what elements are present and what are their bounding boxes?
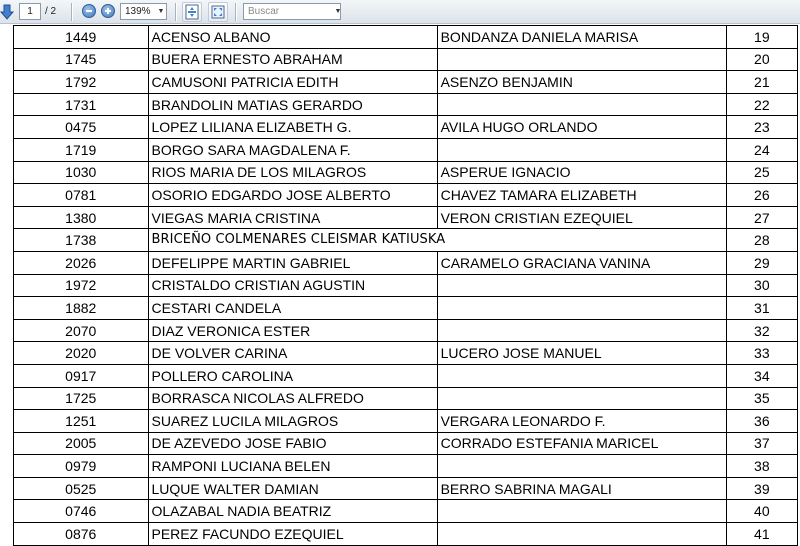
document-page <box>0 25 800 542</box>
cell-name: ACENSO ALBANO <box>148 26 437 49</box>
cell-name: LOPEZ LILIANA ELIZABETH G. <box>148 116 437 139</box>
page-number-input[interactable]: 1 <box>19 3 41 20</box>
cell-number: 2005 <box>14 432 149 455</box>
table-row <box>14 93 798 116</box>
table-row <box>14 387 798 410</box>
cell-name: VIEGAS MARIA CRISTINA <box>148 206 437 229</box>
cell-order: 33 <box>726 342 797 365</box>
cell-order: 26 <box>726 184 797 207</box>
cell-partner: ASENZO BENJAMIN <box>437 71 726 94</box>
cell-order: 24 <box>726 138 797 161</box>
table-row <box>14 455 798 478</box>
cell-partner: ASPERUE IGNACIO <box>437 161 726 184</box>
toolbar-separator <box>71 3 73 21</box>
cell-number: 0746 <box>14 500 149 523</box>
zoom-level-select[interactable]: 139% <box>120 3 167 20</box>
cell-name: RAMPONI LUCIANA BELEN <box>148 455 437 478</box>
cell-name: DE VOLVER CARINA <box>148 342 437 365</box>
cell-name: CAMUSONI PATRICIA EDITH <box>148 71 437 94</box>
cell-number: 2020 <box>14 342 149 365</box>
cell-order: 30 <box>726 274 797 297</box>
cell-partner: LUCERO JOSE MANUEL <box>437 342 726 365</box>
cell-partner <box>437 387 726 410</box>
cell-order: 32 <box>726 319 797 342</box>
cell-partner: BONDANZA DANIELA MARISA <box>437 26 726 49</box>
cell-order: 25 <box>726 161 797 184</box>
cell-number: 1719 <box>14 138 149 161</box>
table-row <box>14 500 798 523</box>
cell-partner <box>437 364 726 387</box>
cell-number: 0781 <box>14 184 149 207</box>
cell-order: 22 <box>726 93 797 116</box>
cell-order: 29 <box>726 251 797 274</box>
toolbar-separator <box>175 3 177 21</box>
cell-name: BRANDOLIN MATIAS GERARDO <box>148 93 437 116</box>
pdf-toolbar <box>0 0 800 24</box>
table-row <box>14 229 798 252</box>
cell-name: CESTARI CANDELA <box>148 297 437 320</box>
cell-partner <box>437 138 726 161</box>
cell-number: 2070 <box>14 319 149 342</box>
search-input[interactable]: Buscar <box>243 3 341 20</box>
table-row <box>14 251 798 274</box>
cell-number: 1731 <box>14 93 149 116</box>
cell-number: 1738 <box>14 229 149 252</box>
fit-page-button[interactable] <box>182 2 202 22</box>
cell-order: 27 <box>726 206 797 229</box>
cell-number: 1882 <box>14 297 149 320</box>
cell-partner <box>437 523 726 546</box>
table-row <box>14 364 798 387</box>
cell-order: 41 <box>726 523 797 546</box>
cell-order: 35 <box>726 387 797 410</box>
cell-number: 1725 <box>14 387 149 410</box>
table-row <box>14 342 798 365</box>
cell-number: 0876 <box>14 523 149 546</box>
table-row <box>14 206 798 229</box>
cell-partner <box>437 48 726 71</box>
page-total-label: / 2 <box>45 6 57 17</box>
cell-order: 39 <box>726 477 797 500</box>
cell-number: 0525 <box>14 477 149 500</box>
cell-name: SUAREZ LUCILA MILAGROS <box>148 410 437 433</box>
cell-number: 1251 <box>14 410 149 433</box>
cell-order: 36 <box>726 410 797 433</box>
cell-name: DEFELIPPE MARTIN GABRIEL <box>148 251 437 274</box>
cell-partner <box>437 500 726 523</box>
cell-order: 31 <box>726 297 797 320</box>
cell-name: BRICEÑO COLMENARES CLEISMAR KATIUSKA <box>148 229 726 252</box>
next-page-arrow-icon[interactable] <box>0 3 14 21</box>
table-row <box>14 432 798 455</box>
cell-number: 1449 <box>14 26 149 49</box>
table-row <box>14 297 798 320</box>
table-row <box>14 48 798 71</box>
cell-order: 40 <box>726 500 797 523</box>
cell-name: BORRASCA NICOLAS ALFREDO <box>148 387 437 410</box>
table-row <box>14 116 798 139</box>
cell-order: 20 <box>726 48 797 71</box>
cell-order: 21 <box>726 71 797 94</box>
cell-partner <box>437 297 726 320</box>
cell-partner: CARAMELO GRACIANA VANINA <box>437 251 726 274</box>
cell-order: 19 <box>726 26 797 49</box>
table-row <box>14 161 798 184</box>
cell-name: OSORIO EDGARDO JOSE ALBERTO <box>148 184 437 207</box>
cell-partner <box>437 319 726 342</box>
cell-name: BUERA ERNESTO ABRAHAM <box>148 48 437 71</box>
table-row <box>14 138 798 161</box>
cell-number: 1030 <box>14 161 149 184</box>
cell-order: 28 <box>726 229 797 252</box>
full-screen-button[interactable] <box>208 2 228 22</box>
registry-table <box>13 25 798 546</box>
cell-number: 1745 <box>14 48 149 71</box>
table-row <box>14 319 798 342</box>
cell-number: 0917 <box>14 364 149 387</box>
cell-order: 34 <box>726 364 797 387</box>
table-row <box>14 523 798 546</box>
cell-name: POLLERO CAROLINA <box>148 364 437 387</box>
cell-partner <box>437 455 726 478</box>
cell-name: OLAZABAL NADIA BEATRIZ <box>148 500 437 523</box>
fit-page-icon <box>183 3 201 21</box>
cell-number: 0979 <box>14 455 149 478</box>
search-options-chevron-down-icon[interactable]: ▼ <box>334 8 342 15</box>
cell-number: 1380 <box>14 206 149 229</box>
zoom-dropdown-chevron-down-icon[interactable]: ▼ <box>157 8 165 15</box>
cell-order: 23 <box>726 116 797 139</box>
zoom-in-button[interactable] <box>101 4 115 18</box>
table-row <box>14 410 798 433</box>
cell-name: LUQUE WALTER DAMIAN <box>148 477 437 500</box>
expand-icon <box>209 3 227 21</box>
cell-partner: VERGARA LEONARDO F. <box>437 410 726 433</box>
cell-number: 0475 <box>14 116 149 139</box>
cell-partner: BERRO SABRINA MAGALI <box>437 477 726 500</box>
cell-order: 38 <box>726 455 797 478</box>
cell-name: PEREZ FACUNDO EZEQUIEL <box>148 523 437 546</box>
cell-partner: AVILA HUGO ORLANDO <box>437 116 726 139</box>
cell-partner: CHAVEZ TAMARA ELIZABETH <box>437 184 726 207</box>
cell-partner <box>437 274 726 297</box>
cell-partner: VERON CRISTIAN EZEQUIEL <box>437 206 726 229</box>
cell-name: BORGO SARA MAGDALENA F. <box>148 138 437 161</box>
cell-name: DIAZ VERONICA ESTER <box>148 319 437 342</box>
cell-name: RIOS MARIA DE LOS MILAGROS <box>148 161 437 184</box>
cell-order: 37 <box>726 432 797 455</box>
cell-number: 1972 <box>14 274 149 297</box>
cell-number: 1792 <box>14 71 149 94</box>
toolbar-separator <box>235 3 237 21</box>
cell-number: 2026 <box>14 251 149 274</box>
cell-partner: CORRADO ESTEFANIA MARICEL <box>437 432 726 455</box>
cell-name: DE AZEVEDO JOSE FABIO <box>148 432 437 455</box>
table-row <box>14 477 798 500</box>
cell-partner <box>437 93 726 116</box>
cell-name: CRISTALDO CRISTIAN AGUSTIN <box>148 274 437 297</box>
table-row <box>14 184 798 207</box>
table-row <box>14 274 798 297</box>
table-row <box>14 71 798 94</box>
zoom-out-button[interactable] <box>82 4 96 18</box>
table-row <box>14 26 798 49</box>
